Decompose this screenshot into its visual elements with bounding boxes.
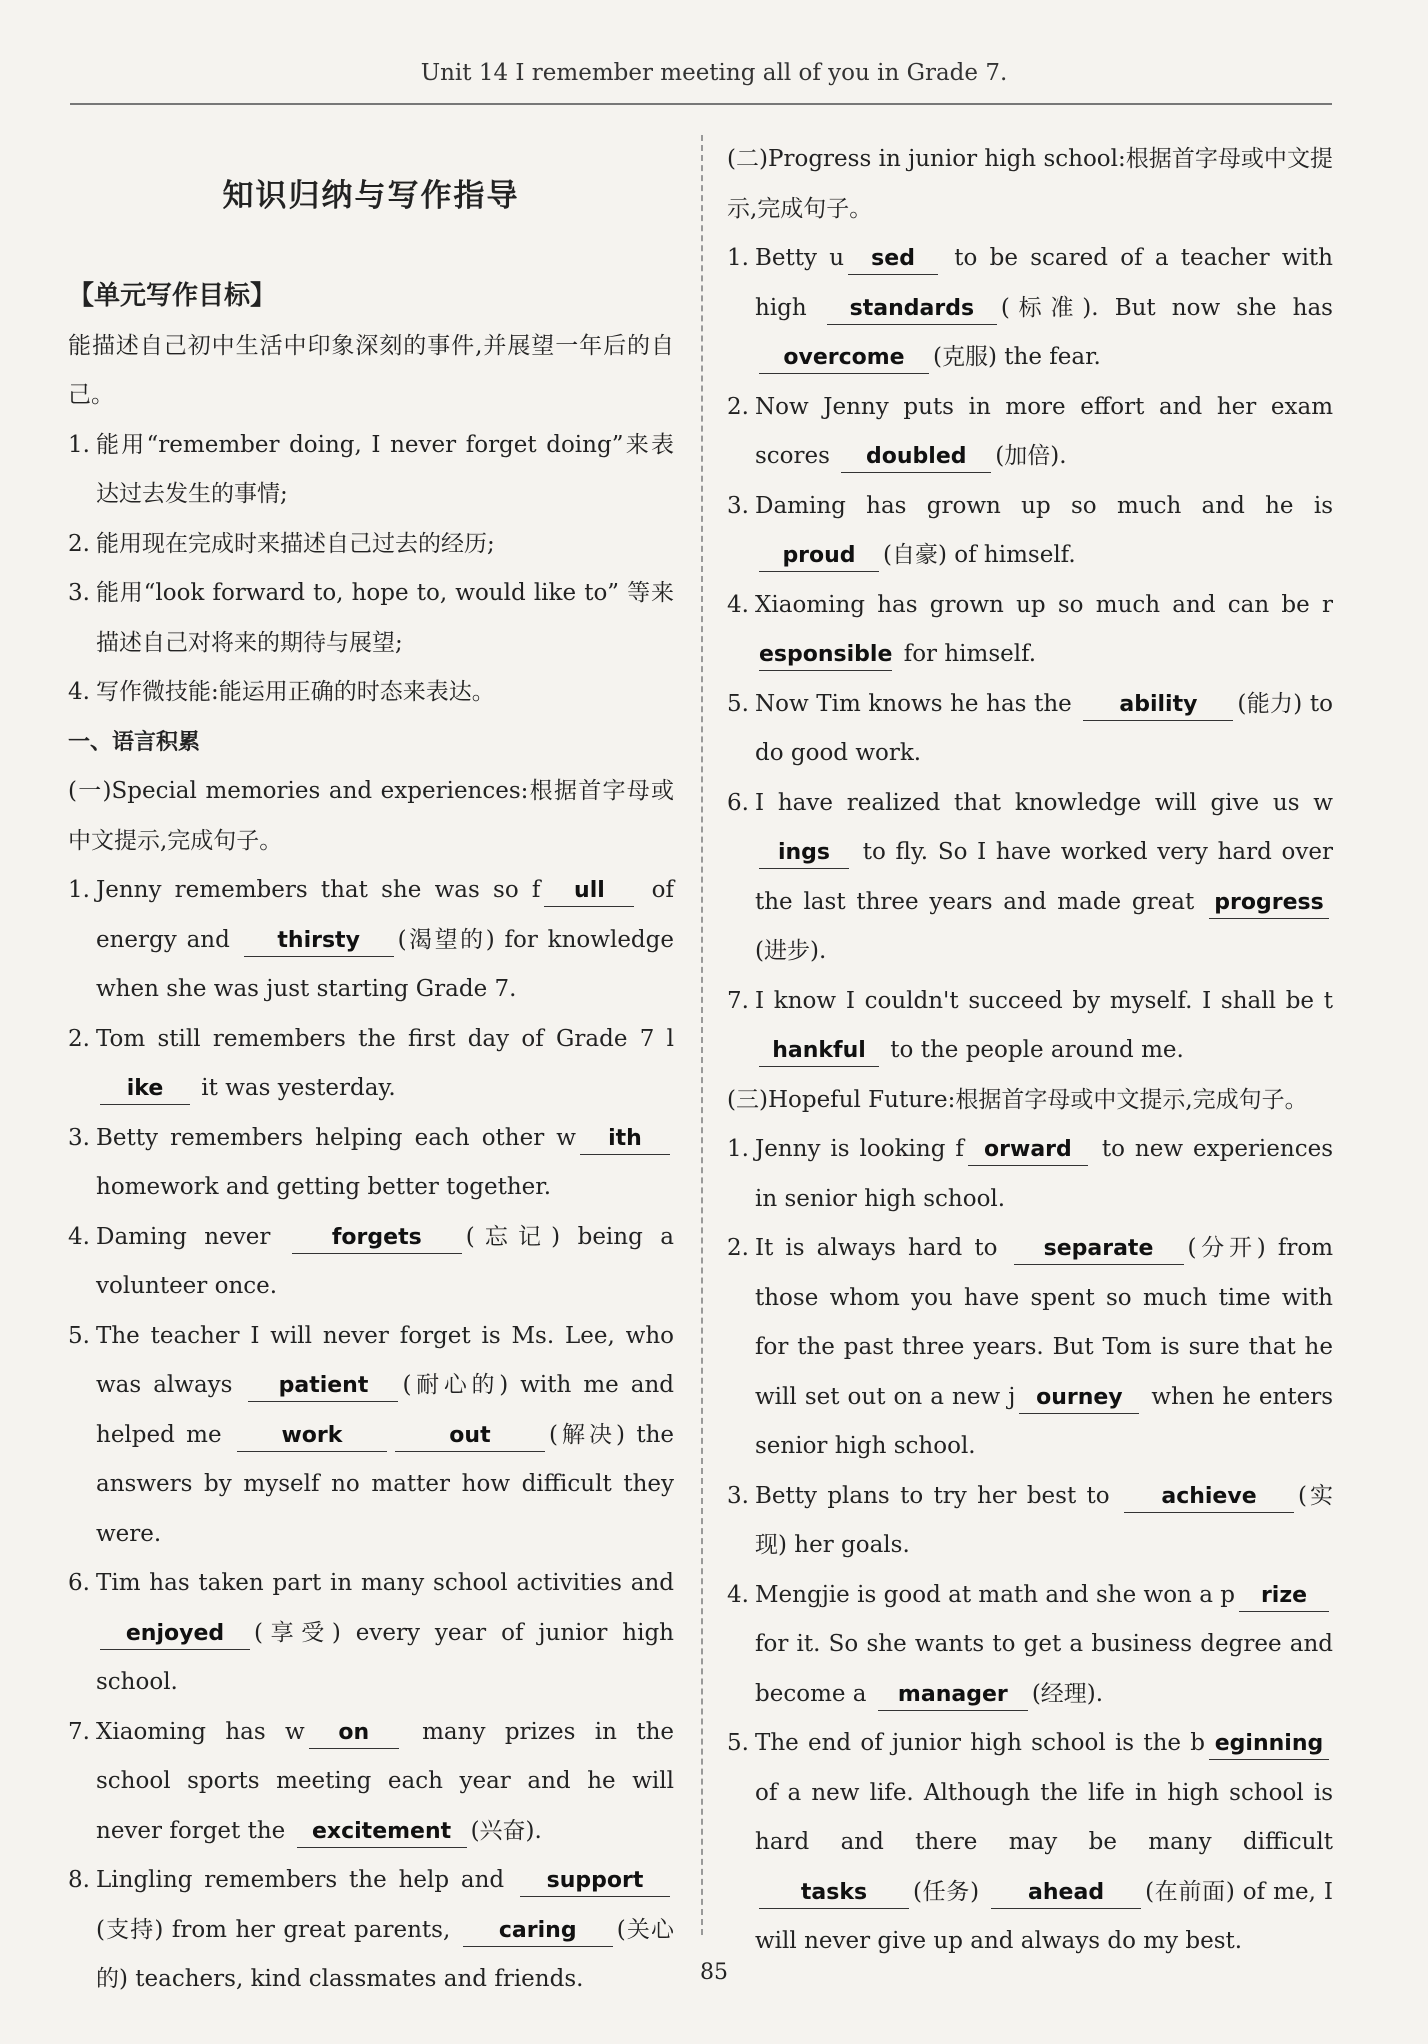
question-item: 2. Now Jenny puts in more effort and her exam scores doubled (加倍). (727, 383, 1333, 482)
question-item: 3. Betty plans to try her best to achieve (实现) her goals. (727, 1482, 1333, 1558)
answer-blank[interactable]: caring (463, 1916, 613, 1947)
part2-intro: (二)Progress in junior high school:根据首字母或中文提示,完成句子。 (727, 146, 1333, 222)
writing-goal-heading: 【单元写作目标】 (68, 281, 277, 311)
language-heading: 一、语言积累 (68, 729, 201, 755)
question-item: 5. The end of junior high school is the b eginning of a new life. Although the life in high school is hard and there may be many difficult tasks (任务) ahead (在前面) of me, I will never give up and always do my best. (727, 1730, 1334, 1954)
column-divider (701, 135, 703, 1935)
running-header: Unit 14 I remember meeting all of you in Grade 7. (420, 60, 1008, 86)
answer-blank[interactable]: support (520, 1866, 670, 1897)
answer-blank[interactable]: ull (544, 876, 634, 907)
question-item: 4. Daming never forgets (忘记) being a volunteer once. (68, 1223, 674, 1299)
question-item: 6. I have realized that knowledge will give us wings to fly. So I have worked very hard over the last three years and made great progress(进步). (727, 789, 1333, 964)
question-item: 5. Now Tim knows he has the ability (能力) to do good work. (727, 690, 1333, 766)
answer-blank[interactable]: overcome (759, 343, 929, 374)
answer-blank[interactable]: ability (1083, 690, 1233, 721)
answer-blank[interactable]: doubled (841, 442, 991, 473)
answer-blank[interactable]: enjoyed (100, 1619, 250, 1650)
part1-intro: (一)Special memories and experiences:根据首字母或中文提示,完成句子。 (68, 778, 674, 854)
goal-item: 3. 能用“look forward to, hope to, would like to” 等来描述自己对将来的期待与展望; (68, 580, 674, 656)
answer-blank[interactable]: ahead (991, 1878, 1141, 1909)
right-column (727, 135, 1333, 1967)
answer-blank[interactable]: orward (968, 1135, 1088, 1166)
question-item: 4. Xiaoming has grown up so much and can be responsible for himself. (727, 581, 1333, 680)
answer-blank[interactable]: out (395, 1421, 545, 1452)
answer-blank[interactable]: ings (759, 838, 849, 869)
question-item: 1. Jenny remembers that she was so f ull of energy and thirsty (渴望的) for knowledge when she was just starting Grade 7. (68, 877, 675, 1002)
writing-goal-intro: 能描述自己初中生活中印象深刻的事件,并展望一年后的自己。 (68, 332, 674, 408)
page-number: 85 (700, 1960, 728, 1985)
question-item: 7. Xiaoming has w on many prizes in the school sports meeting each year and he will never forget the excitement (兴奋). (68, 1708, 674, 1857)
answer-blank[interactable]: hankful (759, 1036, 879, 1067)
part3-intro: (三)Hopeful Future:根据首字母或中文提示,完成句子。 (727, 1086, 1308, 1113)
answer-blank[interactable]: proud (759, 541, 879, 572)
question-item: 1. Betty u sed to be scared of a teacher with high standards (标准). But now she has overcome (克服) the fear. (727, 234, 1333, 383)
answer-blank[interactable]: progress (1209, 888, 1329, 919)
answer-blank[interactable]: patient (248, 1371, 398, 1402)
question-item: 8. Lingling remembers the help and support(支持) from her great parents, caring (关心的) teachers, kind classmates and friends. (68, 1867, 674, 1992)
question-item: 1. Jenny is looking f orward to new experiences in senior high school. (727, 1136, 1333, 1212)
answer-blank[interactable]: esponsible (759, 640, 892, 671)
question-item: 5. The teacher I will never forget is Ms. Lee, who was always patient (耐心的) with me and helped me work out (解决) the answers by myself no matter how difficult they were. (68, 1322, 674, 1547)
answer-blank[interactable]: ike (100, 1074, 190, 1105)
answer-blank[interactable]: separate (1014, 1234, 1184, 1265)
answer-blank[interactable]: rize (1239, 1581, 1329, 1612)
goal-item: 2. 能用现在完成时来描述自己过去的经历; (68, 530, 495, 557)
answer-blank[interactable]: work (237, 1421, 387, 1452)
answer-blank[interactable]: on (309, 1718, 399, 1749)
answer-blank[interactable]: achieve (1124, 1482, 1294, 1513)
answer-blank[interactable]: eginning (1209, 1729, 1329, 1760)
answer-blank[interactable]: sed (848, 244, 938, 275)
goal-item: 4. 写作微技能:能运用正确的时态来表达。 (68, 679, 495, 705)
question-item: 3. Daming has grown up so much and he is proud (自豪) of himself. (727, 482, 1333, 581)
left-column (68, 135, 674, 2005)
goal-item: 1. 能用“remember doing, I never forget doing”来表达过去发生的事情; (68, 431, 674, 507)
page-title: 知识归纳与写作指导 (222, 178, 520, 214)
question-item: 3. Betty remembers helping each other w ith homework and getting better together. (68, 1114, 674, 1213)
answer-blank[interactable]: tasks (759, 1878, 909, 1909)
question-item: 4. Mengjie is good at math and she won a p rize for it. So she wants to get a business degree and become a manager (经理). (727, 1571, 1333, 1720)
question-item: 2. It is always hard to separate (分开) from those whom you have spent so much time with for the past three years. But Tom is sure that he will set out on a new j ourney when he enters senior high school. (727, 1235, 1334, 1459)
answer-blank[interactable]: ourney (1019, 1383, 1139, 1414)
answer-blank[interactable]: forgets (292, 1223, 462, 1254)
answer-blank[interactable]: standards (827, 294, 997, 325)
answer-blank[interactable]: ith (580, 1124, 670, 1155)
answer-blank[interactable]: manager (878, 1680, 1028, 1711)
header-rule (70, 103, 1332, 105)
question-item: 2. Tom still remembers the first day of Grade 7 like it was yesterday. (68, 1015, 674, 1114)
question-item: 7. I know I couldn't succeed by myself. I shall be thankful to the people around me. (727, 977, 1333, 1076)
answer-blank[interactable]: excitement (297, 1817, 467, 1848)
question-item: 6. Tim has taken part in many school activities and enjoyed (享受) every year of junior high school. (68, 1570, 674, 1695)
answer-blank[interactable]: thirsty (244, 926, 394, 957)
